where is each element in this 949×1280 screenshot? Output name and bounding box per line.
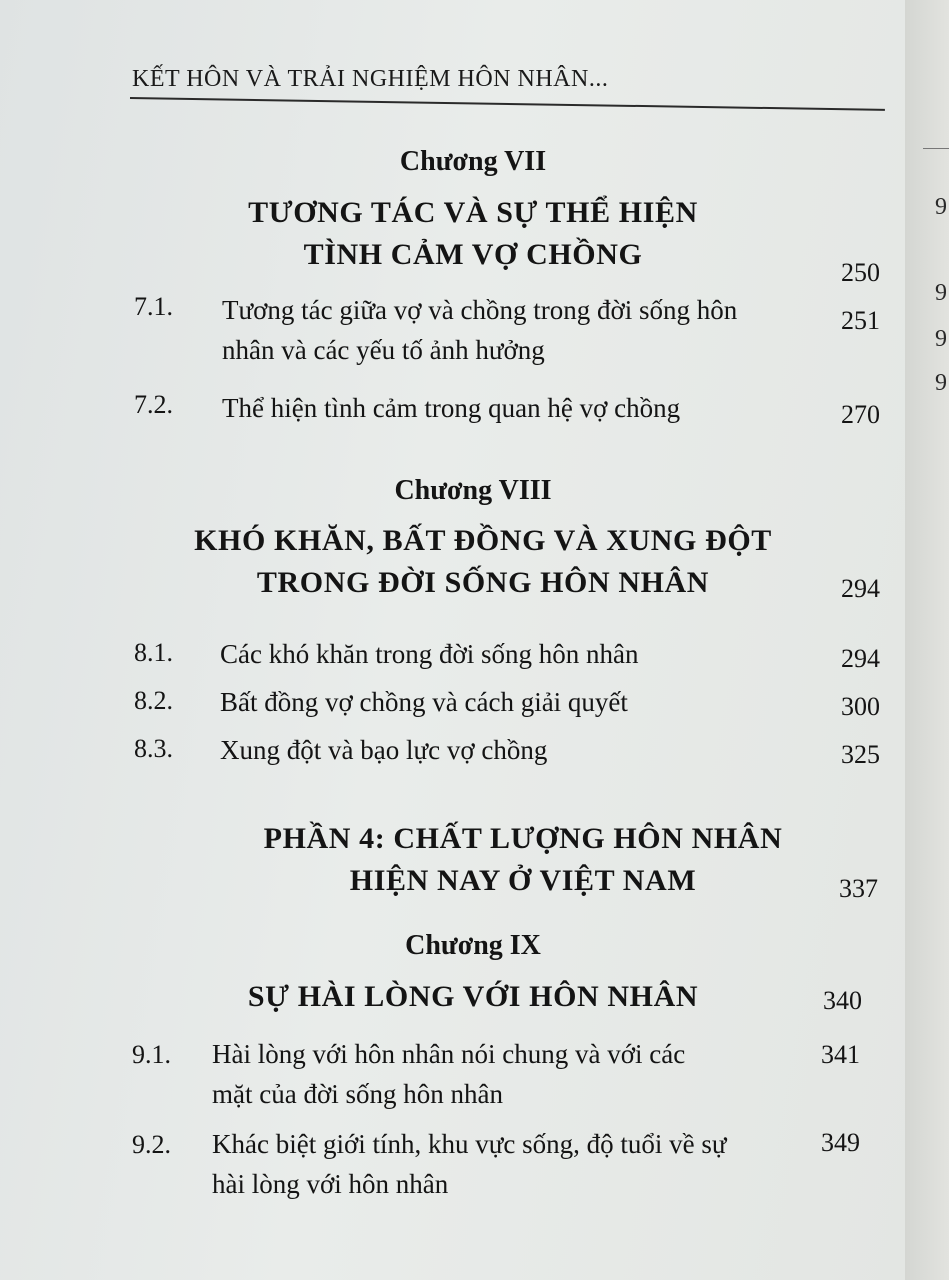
chapter-7-page: 250 — [841, 258, 880, 287]
adjacent-page-fragment: 9 — [935, 370, 947, 396]
toc-item-title — [212, 1034, 812, 1114]
toc-item-page: 349 — [821, 1128, 860, 1157]
chapter-7-title-line1: TƯƠNG TÁC VÀ SỰ THỂ HIỆN — [248, 196, 698, 229]
adjacent-page-rule — [923, 148, 949, 149]
running-head: KẾT HÔN VÀ TRẢI NGHIỆM HÔN NHÂN... — [132, 66, 609, 92]
toc-item-number: 8.1. — [134, 638, 173, 667]
toc-item-number: 8.3. — [134, 734, 173, 763]
part-4-title-line2: HIỆN NAY Ở VIỆT NAM — [349, 864, 697, 897]
chapter-8-label: Chương VIII — [394, 475, 552, 506]
adjacent-page-fragment: 9 — [935, 194, 947, 220]
toc-item-number: 9.1. — [132, 1040, 171, 1069]
toc-item-number: 7.1. — [134, 292, 173, 321]
toc-item-title — [212, 1124, 812, 1204]
part-4-page: 337 — [839, 874, 878, 903]
chapter-8-page: 294 — [841, 574, 880, 603]
toc-item-title: Bất đồng vợ chồng và cách giải quyết — [220, 687, 628, 717]
toc-item-line: Tương tác giữa vợ và chồng trong đời sống hôn — [222, 295, 738, 325]
toc-item-page: 270 — [841, 400, 880, 429]
part-4-title-line1: PHẦN 4: CHẤT LƯỢNG HÔN NHÂN — [263, 822, 783, 855]
toc-item-page: 300 — [841, 692, 880, 721]
toc-item-line: Khác biệt giới tính, khu vực sống, độ tuổi về sự — [212, 1129, 727, 1159]
header-rule — [130, 97, 885, 111]
chapter-9-title: SỰ HÀI LÒNG VỚI HÔN NHÂN — [247, 980, 699, 1013]
toc-item-page: 341 — [821, 1040, 860, 1069]
chapter-7-label: Chương VII — [399, 146, 547, 177]
chapter-9-label: Chương IX — [405, 930, 541, 961]
adjacent-page-edge — [905, 0, 949, 1280]
toc-item-title — [222, 290, 822, 370]
toc-item-number: 8.2. — [134, 686, 173, 715]
toc-item-title: Thể hiện tình cảm trong quan hệ vợ chồng — [222, 393, 681, 423]
toc-item-line: hài lòng với hôn nhân — [212, 1169, 449, 1199]
toc-item-page: 294 — [841, 644, 880, 673]
chapter-9-page: 340 — [823, 986, 862, 1015]
adjacent-page-fragment: 9 — [935, 280, 947, 306]
toc-item-line: Hài lòng với hôn nhân nói chung và với các — [212, 1039, 686, 1069]
toc-item-line: nhân và các yếu tố ảnh hưởng — [222, 335, 545, 365]
chapter-8-title-line1: KHÓ KHĂN, BẤT ĐỒNG VÀ XUNG ĐỘT — [194, 524, 772, 557]
toc-item-title: Xung đột và bạo lực vợ chồng — [220, 735, 548, 765]
toc-item-title: Các khó khăn trong đời sống hôn nhân — [220, 639, 639, 669]
adjacent-page-fragment: 9 — [935, 326, 947, 352]
toc-item-number: 7.2. — [134, 390, 173, 419]
toc-item-page: 325 — [841, 740, 880, 769]
toc-item-line: mặt của đời sống hôn nhân — [212, 1079, 503, 1109]
chapter-8-title-line2: TRONG ĐỜI SỐNG HÔN NHÂN — [256, 566, 710, 599]
toc-item-number: 9.2. — [132, 1130, 171, 1159]
chapter-7-title-line2: TÌNH CẢM VỢ CHỒNG — [303, 238, 643, 271]
toc-item-page: 251 — [841, 306, 880, 335]
